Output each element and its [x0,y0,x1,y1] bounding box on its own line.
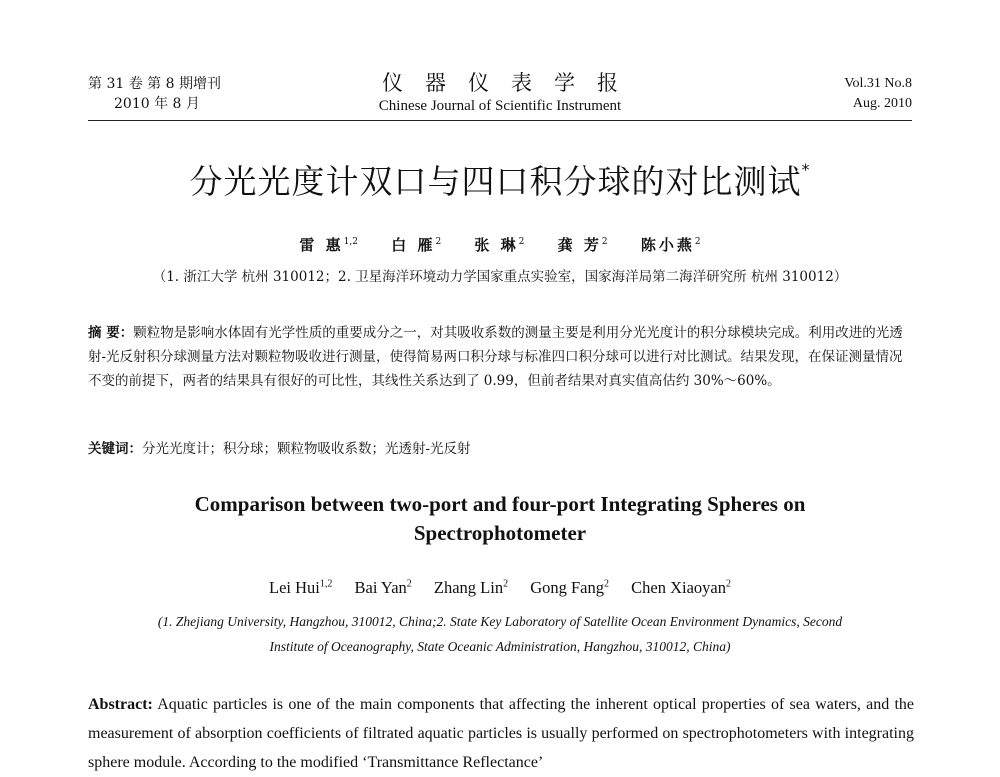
affiliation-en-line: Institute of Oceanography, State Oceanic Administration, Hangzhou, 310012, China) [269,639,731,654]
header-rule [88,120,912,121]
author-en: Gong Fang$^2$ [530,578,610,597]
title-cn [0,156,1000,203]
authors-en [0,578,1000,598]
volume-issue-en [844,74,912,114]
keywords-cn-text: 分光光度计；积分球；颗粒物吸收系数；光透射-光反射 [142,441,471,457]
affiliation-en [100,609,900,659]
abstract-cn [88,321,914,393]
pub-date: Aug. 2010 [852,96,912,111]
journal-name-cn: 仪器仪表学报 [382,71,640,95]
journal-header [88,71,912,120]
title-footnote-mark: * [801,160,811,179]
title-en [0,490,1000,548]
abstract-cn-label: 摘 要： [88,325,134,341]
date-line: 2010 年 8 月 [114,96,200,112]
author-cn: 陈小燕$^2$ [640,236,701,254]
journal-name-en: Chinese Journal of Scientific Instrument [378,98,622,114]
abstract-cn-text: 颗粒物是影响水体固有光学性质的重要成分之一，对其吸收系数的测量主要是利用分光光度计的积分球模块完成。利用改进的光透射-光反射积分球测量方法对颗粒物吸收进行测量，使得简易两口积分球与标准四口积分球可以进行对比测试。结果发现，在保证测量情况不变的前提下，两者的结果具有很好的可比性，其线性关系达到了 0.99，但前者结果对真实值高估约 30%～60%。 [88,325,903,389]
author-cn: 张 琳$^2$ [474,236,525,254]
vol-no: Vol.31 No.8 [844,76,912,91]
title-en-line: Spectrophotometer [413,521,587,545]
keywords-cn [88,437,914,461]
keywords-cn-label: 关键词： [88,441,142,457]
affiliation-cn: （1. 浙江大学 杭州 310012；2. 卫星海洋环境动力学国家重点实验室，国家海洋局第二海洋研究所 杭州 310012） [152,269,848,285]
title-cn-text: 分光光度计双口与四口积分球的对比测试 [189,162,802,201]
affiliation-en-line: (1. Zhejiang University, Hangzhou, 310012, China;2. State Key Laboratory of Satellite Ocean Environment Dynamics, Second [157,614,843,629]
abstract-en [88,690,914,777]
title-en-line: Comparison between two-port and four-port Integrating Spheres on [194,492,806,516]
author-cn: 白 雁$^2$ [391,236,442,254]
author-en: Lei Hui$^{1,2}$ [269,578,333,597]
author-en: Chen Xiaoyan$^2$ [631,578,731,597]
volume-line: 第 31 卷 第 8 期增刊 [88,76,221,92]
author-en: Bai Yan$^2$ [354,578,412,597]
author-en: Zhang Lin$^2$ [433,578,509,597]
author-cn: 龚 芳$^2$ [557,236,608,254]
abstract-en-text: Aquatic particles is one of the main components that affecting the inherent optical properties of sea waters, and the measurement of absorption coefficients of filtrated aquatic particles is usually performed on spectrophotometers with integrating sphere module. According to the modified ‘Transmittance Reflectance’ [88,696,914,771]
authors-cn [0,234,1000,255]
abstract-en-label: Abstract: [88,696,153,713]
journal-name [88,70,912,116]
author-cn: 雷 惠$^{1,2}$ [299,236,358,254]
